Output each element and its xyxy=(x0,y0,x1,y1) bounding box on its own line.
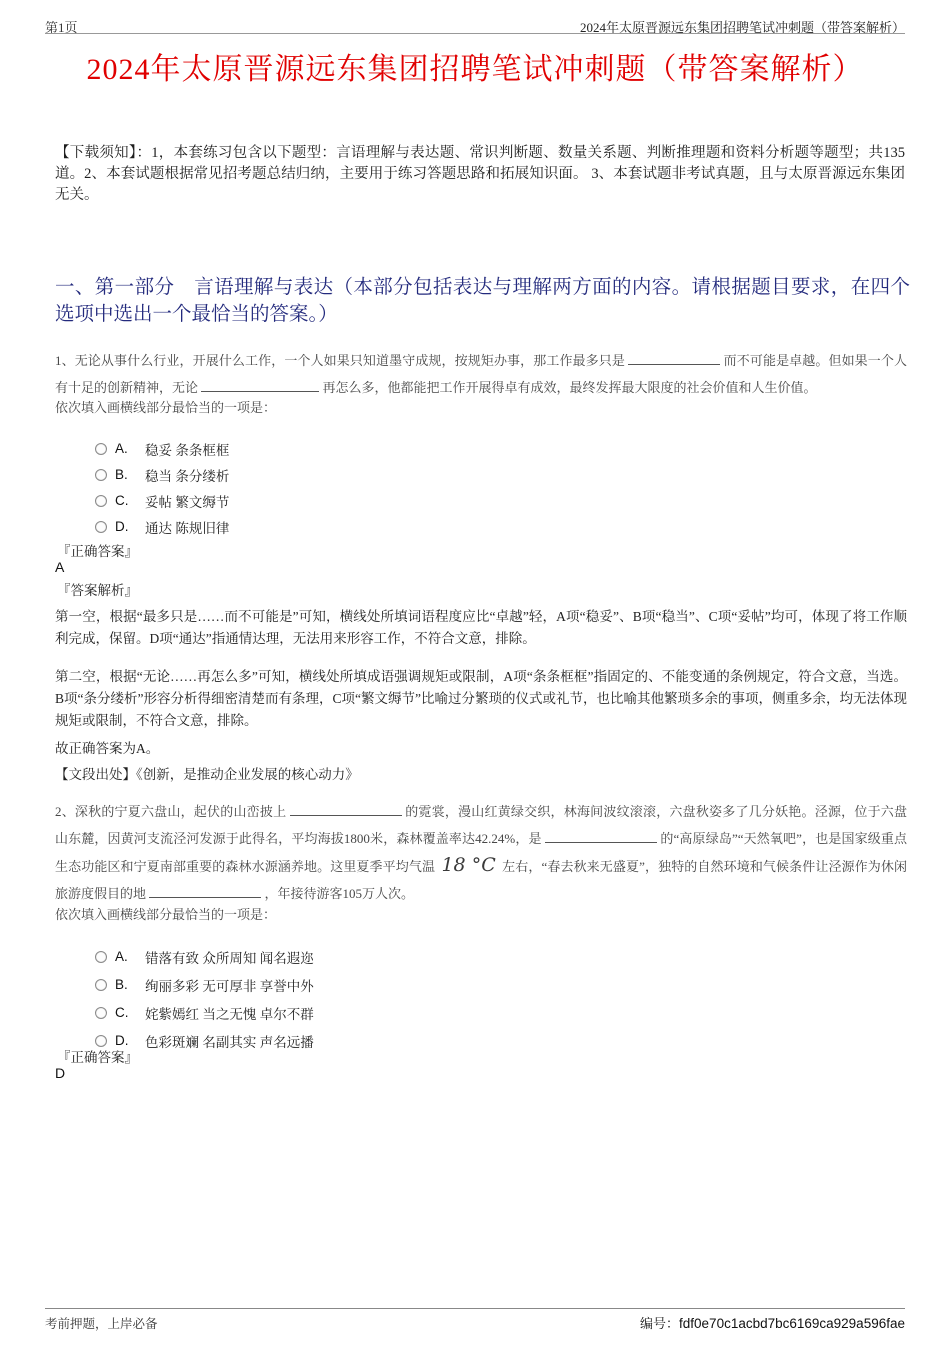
q1-option-c[interactable] xyxy=(95,488,229,513)
radio-button-icon[interactable] xyxy=(95,1035,107,1047)
radio-button-icon[interactable] xyxy=(95,951,107,963)
option-text: 姹紫嫣红 当之无愧 卓尔不群 xyxy=(145,1006,314,1022)
question-2-options xyxy=(95,943,314,1055)
q1-conclusion: 故正确答案为A。 xyxy=(55,741,160,756)
q1-analysis-paragraph-1: 第一空，根据“最多只是……而不可能是”可知，横线处所填词语程度应比“卓越”轻，A项“稳妥”、B项“稳当”、C项“妥帖”均可，体现了将工作顺利完成，保留。D项“通达”指通情达理，无法用来形容工作，不符合文意，排除。 xyxy=(55,609,907,646)
download-notice: 【下载须知】：1，本套练习包含以下题型：言语理解与表达题、常识判断题、数量关系题、判断推理题和资料分析题等题型；共135道。2、本套试题根据常见招考题总结归纳，主要用于练习答题思路和拓展知识面。 3、本套试题非考试真题，且与太原晋源远东集团无关。 xyxy=(55,145,905,203)
q1-option-a[interactable] xyxy=(95,436,229,461)
page-title: 2024年太原晋源远东集团招聘笔试冲刺题（带答案解析） xyxy=(86,53,864,86)
option-letter: A. xyxy=(115,441,128,456)
q2-blank-3 xyxy=(149,885,261,898)
q2-stem-part1: 2、深秋的宁夏六盘山，起伏的山峦披上 xyxy=(55,804,287,819)
q2-stem-part3: 的“高原绿岛”“天然氧吧”，也是国家级重点生态功能区和宁夏南部重要的森林水源涵养地。这里夏季平均气温 xyxy=(55,831,907,874)
q2-stem-part4: 左右，“春去秋来无盛夏”，独特的自然环境和气候条件让泾源作为休闲旅游度假目的地 xyxy=(55,859,907,901)
option-letter: D. xyxy=(115,1033,129,1048)
q2-stem-part5: ，年接待游客105万人次。 xyxy=(264,886,415,901)
option-text: 稳妥 条条框框 xyxy=(145,442,230,458)
option-text: 通达 陈规旧律 xyxy=(145,520,230,536)
page-number: 第1页 xyxy=(45,20,78,35)
question-1-prompt: 依次填入画横线部分最恰当的一项是： xyxy=(55,400,277,415)
q1-correct-answer-label: 『正确答案』 xyxy=(57,544,138,559)
q2-option-a[interactable] xyxy=(95,943,314,970)
q1-stem-part1: 1、无论从事什么行业，开展什么工作，一个人如果只知道墨守成规，按规矩办事，那工作最多只是 xyxy=(55,353,625,368)
q2-blank-1 xyxy=(290,803,402,816)
section-heading: 一、第一部分 言语理解与表达（本部分包括表达与理解两方面的内容。请根据题目要求，在四个选项中选出一个最恰当的答案。） xyxy=(55,277,910,325)
radio-button-icon[interactable] xyxy=(95,521,107,533)
serial-value: fdf0e70c1acbd7bc6169ca929a596fae xyxy=(679,1316,905,1331)
q2-temperature-formula: 18 °C xyxy=(441,854,496,876)
footer-divider xyxy=(45,1308,905,1309)
q2-correct-answer-value: D xyxy=(55,1065,66,1081)
radio-button-icon[interactable] xyxy=(95,979,107,991)
option-text: 妥帖 繁文缛节 xyxy=(145,494,230,510)
option-letter: D. xyxy=(115,519,129,534)
question-1-stem xyxy=(55,347,907,401)
question-2-stem xyxy=(55,798,907,907)
option-text: 稳当 条分缕析 xyxy=(145,468,230,484)
radio-button-icon[interactable] xyxy=(95,495,107,507)
footer-serial xyxy=(640,1313,905,1332)
question-2-prompt: 依次填入画横线部分最恰当的一项是： xyxy=(55,907,277,922)
question-1-options xyxy=(95,436,229,540)
q1-option-d[interactable] xyxy=(95,514,229,539)
q1-stem-part3: 再怎么多，他都能把工作开展得卓有成效，最终发挥最大限度的社会价值和人生价值。 xyxy=(322,380,817,395)
radio-button-icon[interactable] xyxy=(95,469,107,481)
option-text: 绚丽多彩 无可厚非 享誉中外 xyxy=(145,978,314,994)
option-letter: B. xyxy=(115,977,128,992)
q2-correct-answer-label: 『正确答案』 xyxy=(57,1050,138,1065)
q1-analysis-label: 『答案解析』 xyxy=(57,583,138,598)
q2-option-c[interactable] xyxy=(95,999,314,1026)
radio-button-icon[interactable] xyxy=(95,1007,107,1019)
option-text: 色彩斑斓 名副其实 声名远播 xyxy=(145,1034,314,1050)
serial-label: 编号： xyxy=(640,1316,680,1331)
q1-blank-2 xyxy=(201,379,319,392)
q1-correct-answer-value: A xyxy=(55,559,65,575)
option-text: 错落有致 众所周知 闻名遐迩 xyxy=(145,950,314,966)
q1-analysis-paragraph-2: 第二空，根据“无论……再怎么多”可知，横线处所填成语强调规矩或限制，A项“条条框框”指固定的、不能变通的条例规定，符合文意，当选。B项“条分缕析”形容分析得细密清楚而有条理，C项“繁文缛节”比喻过分繁琐的仪式或礼节，也比喻其他繁琐多余的事项，侧重多余，均无法体现规矩或限制，不符合文意，排除。 xyxy=(55,669,907,728)
option-letter: A. xyxy=(115,949,128,964)
footer-slogan: 考前押题，上岸必备 xyxy=(45,1317,158,1331)
header-divider xyxy=(45,33,905,34)
header-doc-title: 2024年太原晋源远东集团招聘笔试冲刺题（带答案解析） xyxy=(579,20,905,35)
option-letter: C. xyxy=(115,1005,129,1020)
q1-stem-part2: 而不可能是卓越。但如果一个人有十足的创新精神，无论 xyxy=(55,353,907,395)
option-letter: C. xyxy=(115,493,129,508)
q1-source-reference: 【文段出处】《创新，是推动企业发展的核心动力》 xyxy=(55,767,359,782)
q2-option-b[interactable] xyxy=(95,971,314,998)
radio-button-icon[interactable] xyxy=(95,443,107,455)
q2-blank-2 xyxy=(545,830,657,843)
q1-blank-1 xyxy=(628,352,720,365)
q1-option-b[interactable] xyxy=(95,462,229,487)
q2-stem-part2: 的霓裳，漫山红黄绿交织，林海间波纹滚滚，六盘秋姿多了几分妖艳。泾源，位于六盘山东麓，因黄河支流泾河发源于此得名，平均海拔1800米，森林覆盖率达42.24%，是 xyxy=(55,804,907,846)
option-letter: B. xyxy=(115,467,128,482)
